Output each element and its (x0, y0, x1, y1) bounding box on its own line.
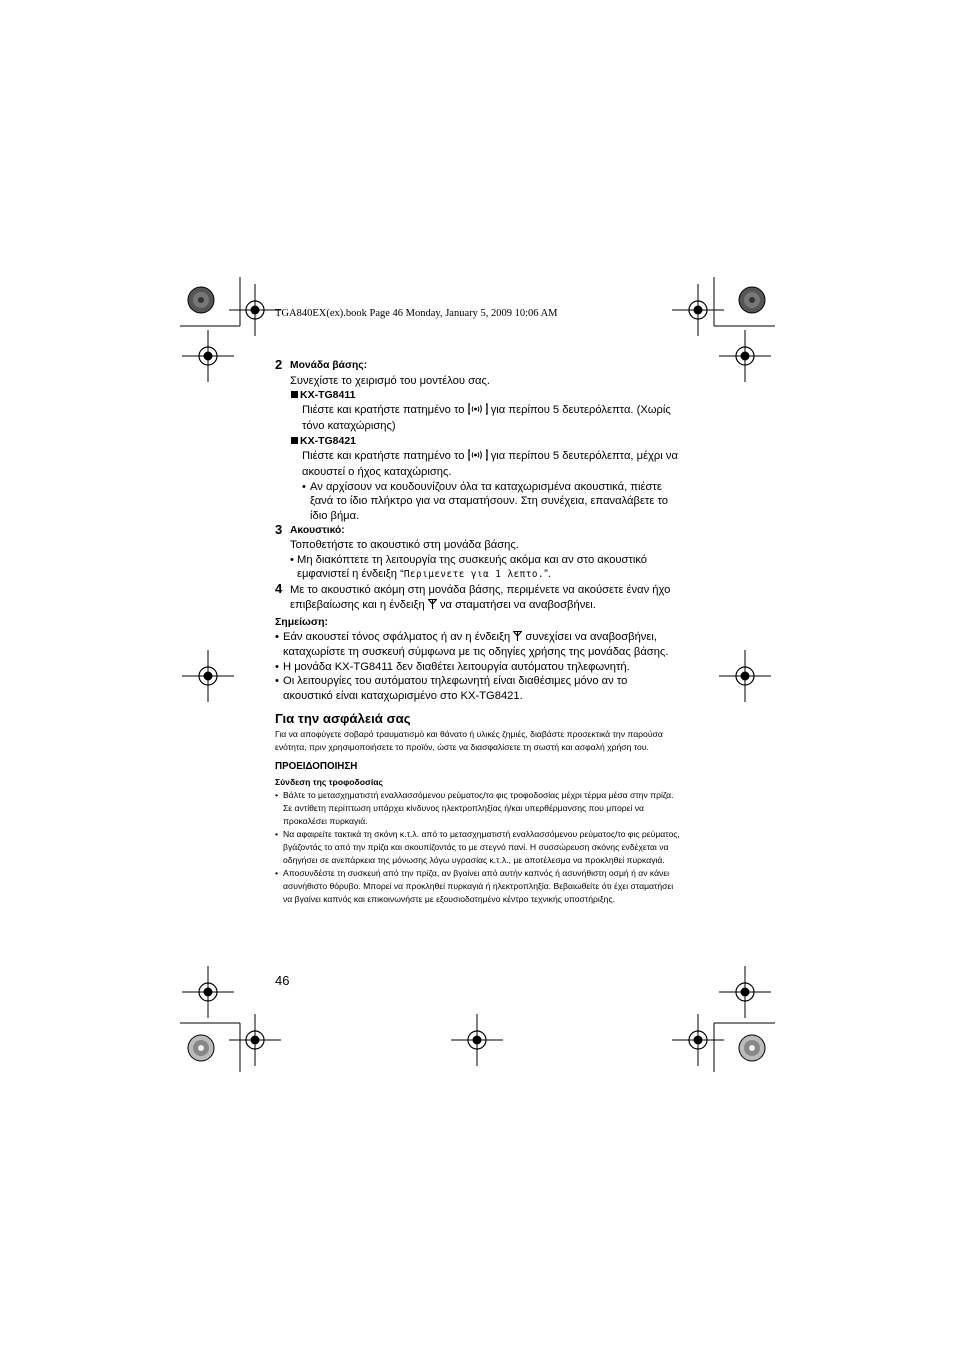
square-bullet-icon (291, 391, 298, 398)
registration-mark-bottom-center (451, 1014, 503, 1066)
registration-mark-middle-right (719, 650, 771, 702)
registration-mark-top-right (672, 277, 775, 382)
step-number: 4 (275, 580, 283, 596)
step-title: Ακουστικό: (290, 524, 345, 536)
step-number: 2 (275, 357, 283, 372)
model-instruction-kx-tg8421: Πιέστε και κρατήστε πατημένο το για περίπου 5 δευτερόλεπτα, μέχρι να ακουστεί ο ήχος καταχώρισης. (302, 449, 678, 479)
step-3 (275, 521, 680, 583)
list-item: • Η μονάδα KX-TG8411 δεν διαθέτει λειτουργία αυτόματου τηλεφωνητή. (275, 660, 680, 675)
step-4 (275, 580, 680, 613)
step-text: Με το ακουστικό ακόμη στη μονάδα βάσης, περιμένετε να ακούσετε έναν ήχο επιβεβαίωσης και η ένδειξη να σταματήσει να αναβοσβήνει. (290, 583, 680, 613)
square-bullet-icon (291, 437, 298, 444)
section-title: Για την ασφάλειά σας (275, 710, 411, 726)
list-item: • Μη διακόπτετε τη λειτουργία της συσκευής ακόμα και αν στο ακουστικό εμφανιστεί η ένδειξη “Περιμενετε για 1 λεπτο.”. (290, 553, 680, 583)
registration-mark-bottom-left (180, 966, 281, 1072)
step-2 (275, 359, 680, 524)
registration-mark-middle-left (182, 650, 234, 702)
list-item: • Βάλτε το μετασχηματιστή εναλλασσόμενου ρεύματος/το φις τροφοδοσίας μέχρι τέρμα μέσα στην πρίζα. Σε αντίθετη περίπτωση υπάρχει κίνδυνος ηλεκτροπληξίας ή/και υπερθέρμανσης που μπορεί να προκαλέσει πυρκαγιά. (275, 789, 680, 828)
page-number: 46 (275, 973, 290, 988)
step-text: Συνεχίστε το χειρισμό του μοντέλου σας. (290, 374, 490, 387)
display-message: Περιμενετε για 1 λεπτο. (403, 569, 545, 581)
antenna-icon (428, 599, 437, 614)
list-item: • Αποσυνδέστε τη συσκευή από την πρίζα, αν βγαίνει από αυτήν καπνός ή ασυνήθιστη οσμή ή αν κάνει ασυνήθιστο θόρυβο. Μπορεί να προκληθεί πυρκαγιά ή ηλεκτροπληξία. Βεβαιωθείτε ότι έχει σταματήσει να βγαίνει καπνός και επικοινωνήστε με εξουσιοδοτημένο κέντρο τεχνικής υποστήριξης. (275, 867, 680, 906)
step-number: 3 (275, 521, 283, 537)
registration-mark-top-left (180, 277, 281, 382)
step-title: Μονάδα βάσης: (290, 360, 368, 371)
model-heading-kx-tg8411: KX-TG8411 (291, 388, 680, 403)
list-item: • Αν αρχίσουν να κουδουνίζουν όλα τα καταχωρισμένα ακουστικά, πιέστε ξανά το ίδιο πλήκτρο για να σταματήσουν. Στη συνέχεια, επαναλάβετε το ίδιο βήμα. (302, 480, 680, 524)
safety-intro: Για να αποφύγετε σοβαρό τραυματισμό και θάνατο ή υλικές ζημιές, διαβάστε προσεκτικά την παρούσα ενότητα, πριν χρησιμοποιήσετε το προϊόν, ώστε να διασφαλίσετε τη σωστή και ασφαλή χρήση του. (275, 728, 663, 752)
registration-mark-bottom-right (672, 966, 775, 1072)
note-title: Σημείωση: (275, 616, 329, 629)
list-item: • Να αφαιρείτε τακτικά τη σκόνη κ.τ.λ. από το μετασχηματιστή εναλλασσόμενου ρεύματος/το φις ρεύματος, βγάζοντάς το από την πρίζα και σκουπίζοντάς το με στεγνό πανί. Η συσσώρευση σκόνης ενδέχεται να οδηγήσει σε ανεπάρκεια της μόνωσης λόγω υγρασίας κ.τ.λ., με αποτέλεσμα να προκληθεί πυρκαγιά. (275, 828, 680, 867)
step-text: Τοποθετήστε το ακουστικό στη μονάδα βάσης. (290, 539, 519, 552)
locator-button-icon (468, 449, 488, 466)
model-instruction-kx-tg8411: Πιέστε και κρατήστε πατημένο το για περίπου 5 δευτερόλεπτα. (Χωρίς τόνο καταχώρισης) (302, 403, 671, 433)
warning-title: ΠΡΟΕΙΔΟΠΟΙΗΣΗ (275, 761, 358, 773)
list-item: • Οι λειτουργίες του αυτόματου τηλεφωνητή είναι διαθέσιμες μόνο αν το ακουστικό είναι καταχωρισμένο στο KX-TG8421. (275, 674, 680, 703)
page-content (275, 359, 680, 906)
print-header: TGA840EX(ex).book Page 46 Monday, January 5, 2009 10:06 AM (275, 308, 558, 319)
subsection-title: Σύνδεση της τροφοδοσίας (275, 777, 383, 788)
antenna-icon (513, 631, 522, 646)
model-heading-kx-tg8421: KX-TG8421 (291, 434, 680, 449)
list-item: • Εάν ακουστεί τόνος σφάλματος ή αν η ένδειξη συνεχίσει να αναβοσβήνει, καταχωρίστε τη συσκευή σύμφωνα με τις οδηγίες χρήσης της μονάδας βάσης. (275, 630, 680, 660)
locator-button-icon (468, 403, 488, 420)
